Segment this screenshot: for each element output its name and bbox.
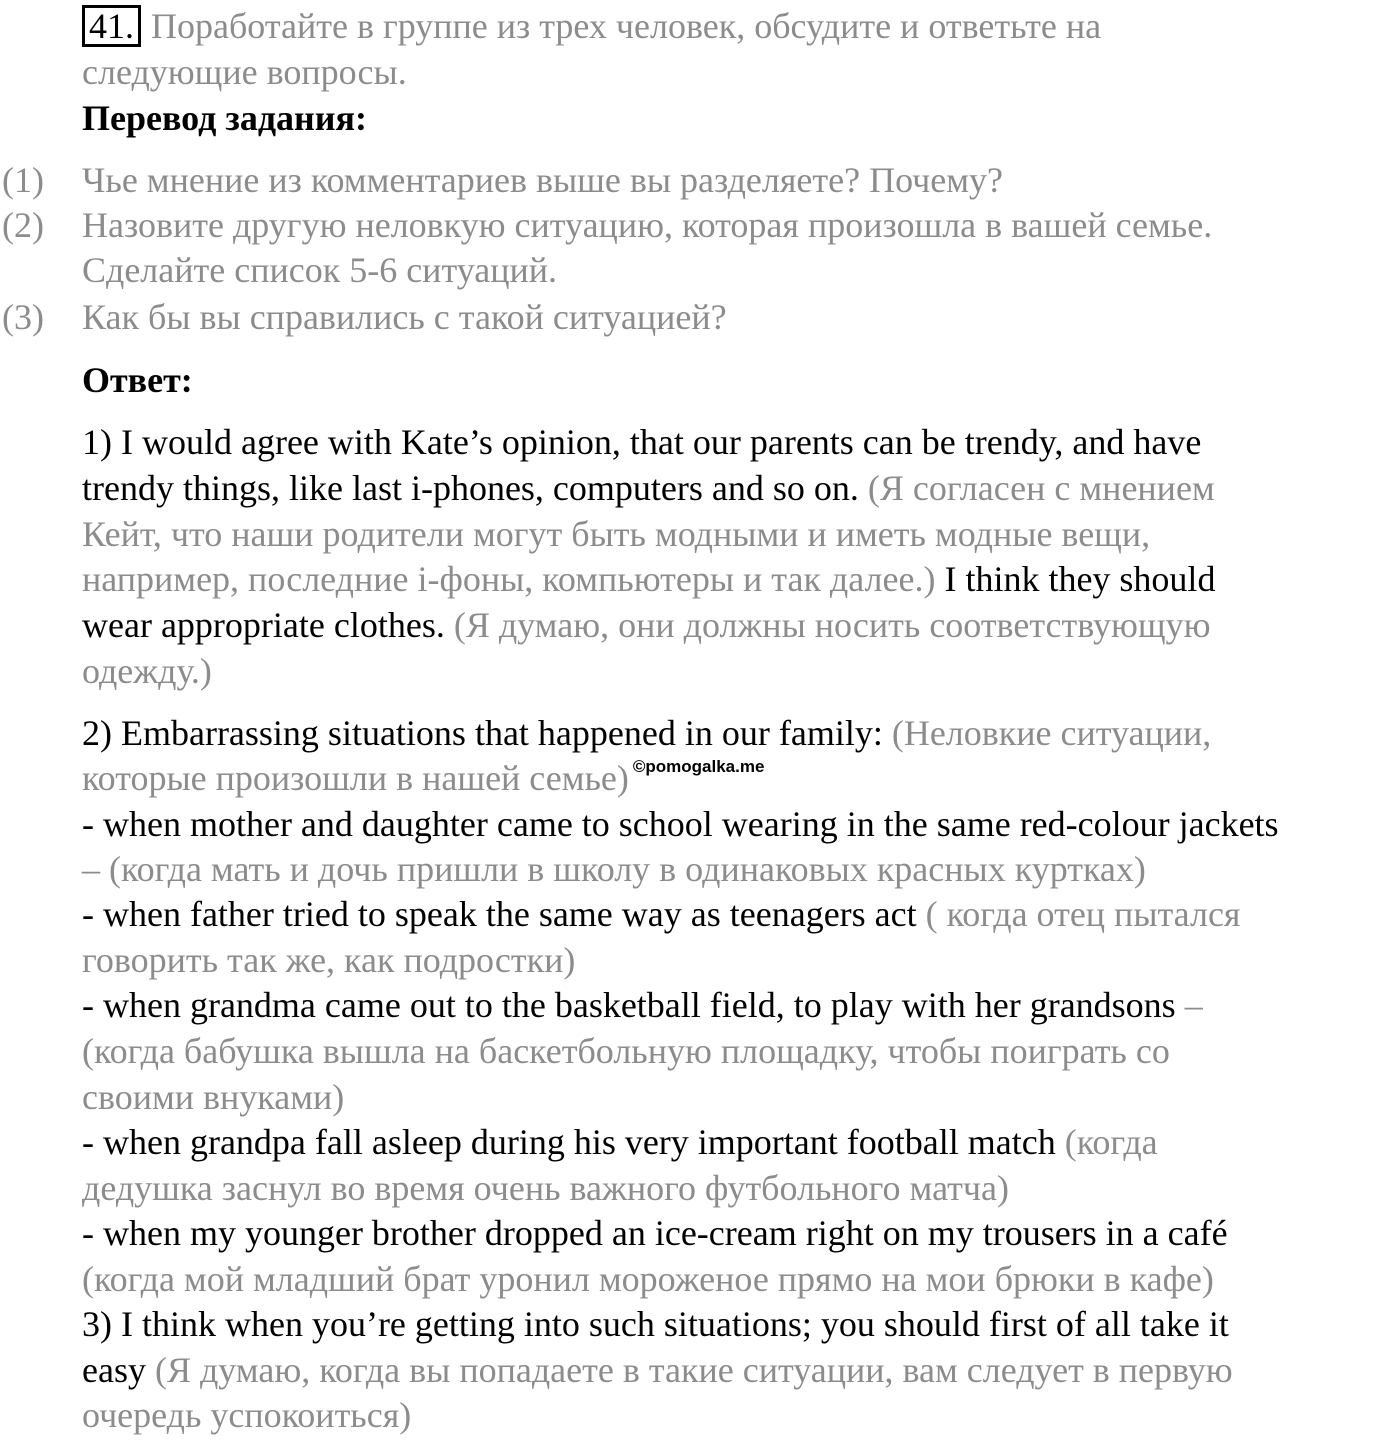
answer3-en: easy [82,1350,146,1390]
answer1-en: I think they should [935,559,1216,599]
situation-line [82,892,1240,936]
answer1-line [82,466,1215,510]
answer2-intro [82,711,1211,755]
answer3-line: очередь успокоиться) [82,1395,412,1435]
situation-ru: (когда мой младший брат уронил мороженое прямо на мои брюки в кафе) [82,1259,1214,1299]
answer2-intro-ru: (Неловкие ситуации, [891,713,1212,753]
situation-en: - when mother and daughter came to school wearing in the same red-colour jackets [82,804,1279,844]
question-text: Назовите другую неловкую ситуацию, которая произошла в вашей семье. [82,205,1213,245]
question-number: (3) [2,297,44,337]
question-text: Чье мнение из комментариев выше вы разделяете? Почему? [82,160,1004,200]
situation-ru: – [1175,985,1203,1025]
answer3-line [82,1348,1233,1392]
situation-ru: (когда бабушка вышла на баскетбольную площадку, чтобы поиграть со [82,1031,1170,1071]
answer3-ru: (Я думаю, когда вы попадаете в такие ситуации, вам следует в первую [145,1350,1233,1390]
situation-ru: дедушка заснул во время очень важного футбольного матча) [82,1168,1009,1208]
task-prompt: Поработайте в группе из трех человек, обсудите и ответьте на [151,6,1102,46]
answer1-ru: (Я думаю, они должны носить соответствующую [444,605,1211,645]
watermark: ©pomogalka.me [632,757,765,776]
task-number: 41. [82,5,141,47]
answer2-intro-en: 2) Embarrassing situations that happened in our family: [82,713,892,753]
question-number: (2) [2,205,44,245]
situation-line [82,1120,1158,1164]
situation-en: - when grandpa fall asleep during his very important football match [82,1122,1056,1162]
answer1-en: wear appropriate clothes. [82,605,445,645]
task-header [82,4,1101,48]
situation-en: - when my younger brother dropped an ice-cream right on my trousers in a café [82,1213,1228,1253]
answer1-line: 1) I would agree with Kate’s opinion, that our parents can be trendy, and have [82,422,1202,462]
task-prompt-cont: следующие вопросы. [82,52,407,92]
question-text-cont: Сделайте список 5-6 ситуаций. [82,250,557,290]
situation-ru: своими внуками) [82,1077,345,1117]
translation-heading: Перевод задания: [82,98,367,138]
question-number: (1) [2,160,44,200]
answer1-line: одежду.) [82,651,212,691]
situation-ru: ( когда отец пытался [916,894,1241,934]
answer1-ru: например, последние i-фоны, компьютеры и так далее.) [82,559,936,599]
situation-line [82,983,1203,1027]
answer3-line: 3) I think when you’re getting into such situations; you should first of all take it [82,1304,1229,1344]
situation-ru: – (когда мать и дочь пришли в школу в одинаковых красных куртках) [82,849,1146,889]
answer1-line: Кейт, что наши родители могут быть модными и иметь модные вещи, [82,514,1151,554]
answer2-intro [82,756,764,807]
situation-en: - when grandma came out to the basketball field, to play with her grandsons [82,985,1176,1025]
answer2-intro-ru: которые произошли в нашей семье) [82,758,629,798]
answer1-line [82,557,1215,601]
situation-ru: (когда [1055,1122,1158,1162]
answer1-line [82,603,1210,647]
situation-ru: говорить так же, как подростки) [82,940,576,980]
question-text: Как бы вы справились с такой ситуацией? [82,297,727,337]
answer-heading: Ответ: [82,360,193,400]
situation-en: - when father tried to speak the same way as teenagers act [82,894,917,934]
answer1-ru: (Я согласен с мнением [858,468,1215,508]
answer1-en: trendy things, like last i-phones, computers and so on. [82,468,859,508]
